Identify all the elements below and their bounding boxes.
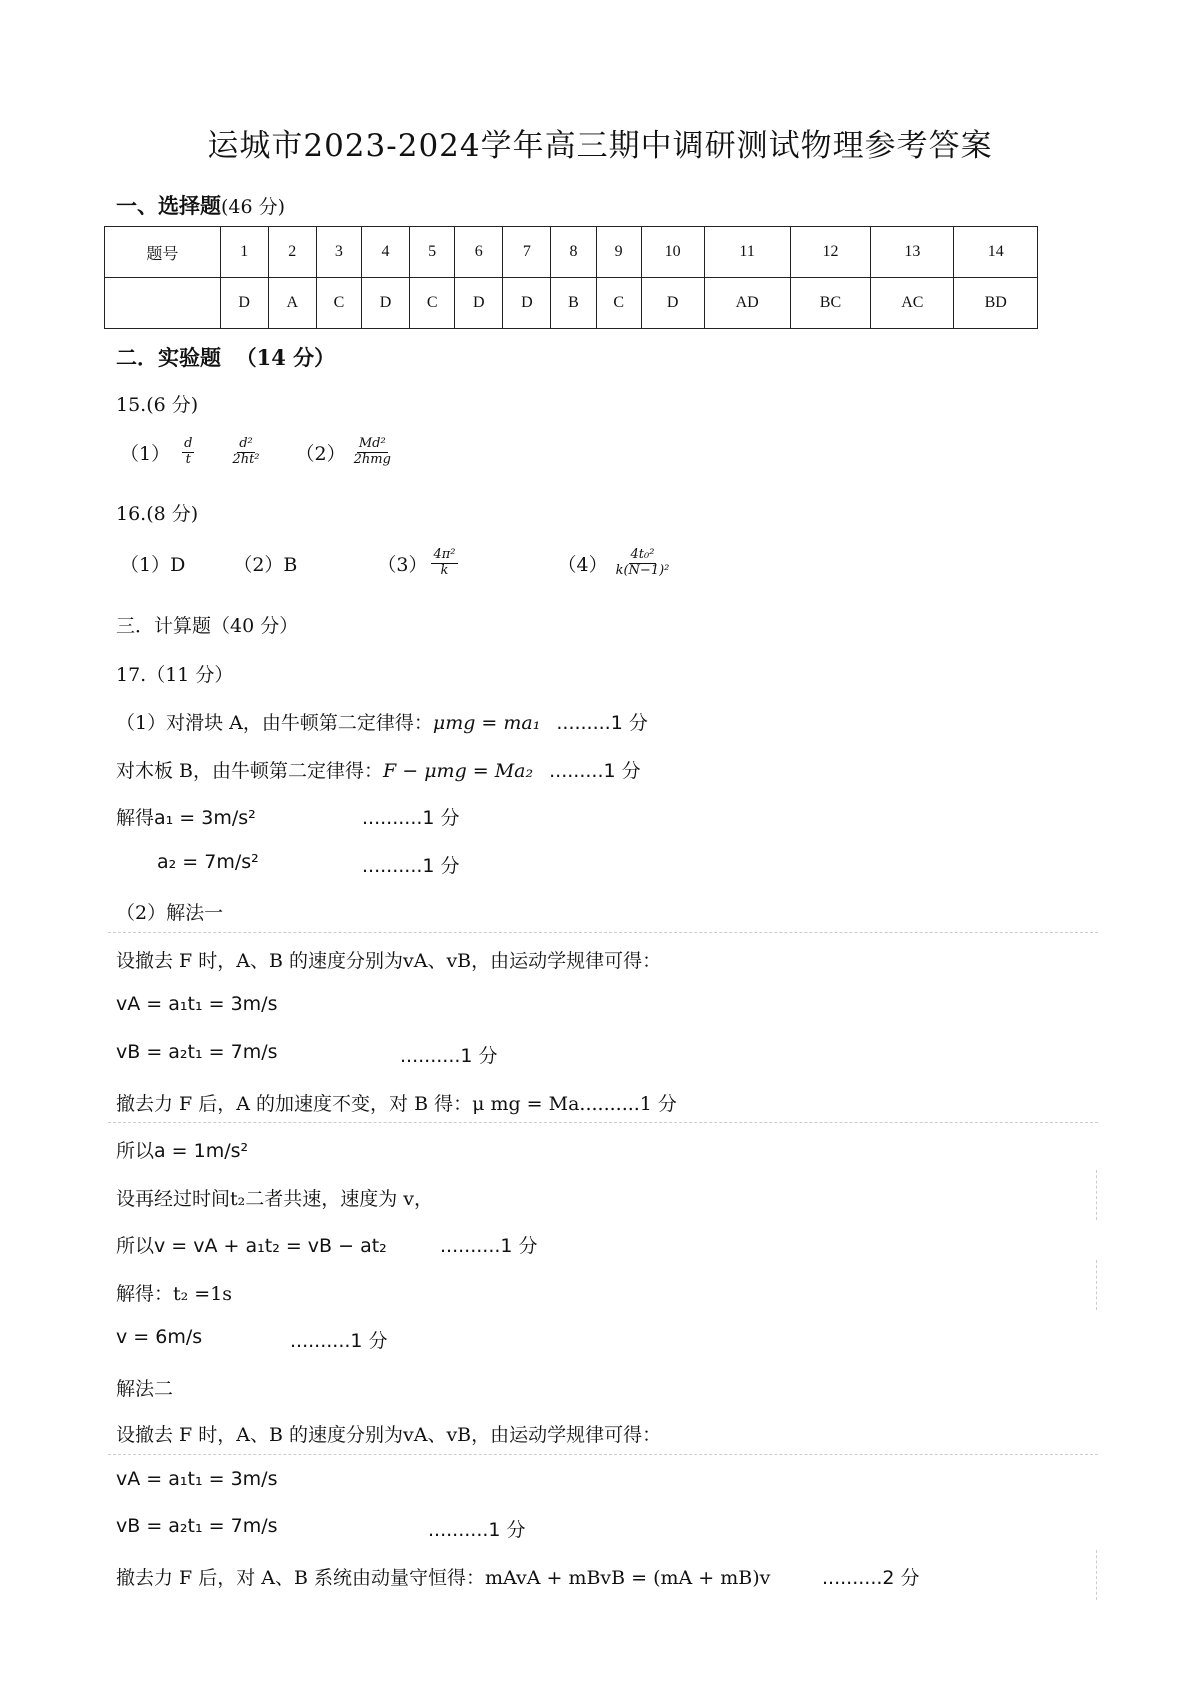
- q17-line-3: 解得a₁ = 3m/s²: [116, 807, 256, 829]
- question-number-cell: 4: [362, 227, 410, 278]
- answer-part-2: （2）B: [233, 553, 298, 576]
- question-number-cell: 11: [704, 227, 790, 278]
- answer-cell: B: [551, 278, 596, 329]
- m2-line-2: vA = a₁t₁ = 3m/s: [116, 1468, 278, 1490]
- answer-cell: D: [362, 278, 410, 329]
- method-2-heading: 解法二: [116, 1378, 174, 1400]
- answer-cell: D: [641, 278, 704, 329]
- q15-answers: [120, 437, 393, 468]
- numerator: 4t₀²: [630, 547, 655, 562]
- denominator: 2hmg: [353, 451, 391, 467]
- score: .........1 分: [549, 760, 641, 782]
- q15-label: 15.(6 分): [116, 394, 199, 416]
- m1-line-9: v = 6m/s: [116, 1326, 203, 1348]
- question-number-cell: 13: [871, 227, 954, 278]
- fraction-Md2-over-2hmg: [352, 437, 393, 468]
- section-title: 二．实验题: [116, 345, 221, 370]
- question-number-cell: 9: [596, 227, 641, 278]
- question-number-cell: 1: [220, 227, 268, 278]
- answer-cell: C: [410, 278, 455, 329]
- fraction-4pi2-over-k: [431, 548, 457, 579]
- q17-line-4: a₂ = 7m/s²: [157, 851, 259, 873]
- line-text: 对木板 B，由牛顿第二定律得：: [116, 760, 384, 782]
- section-heading-choice: [116, 190, 285, 220]
- line-text: （1）对滑块 A，由牛顿第二定律得：: [116, 712, 433, 734]
- answer-cell: AC: [871, 278, 954, 329]
- denominator: k: [440, 562, 449, 578]
- answer-cell: BD: [954, 278, 1038, 329]
- question-number-cell: 10: [641, 227, 704, 278]
- section-points: （14 分）: [235, 345, 336, 370]
- equation: F − μmg = Ma₂: [383, 760, 534, 782]
- m2-line-4: 撤去力 F 后，对 A、B 系统由动量守恒得：mAvA + mBvB = (mA + mB)v: [116, 1567, 771, 1589]
- numerator: d²: [239, 436, 253, 451]
- table-header-label: 题号: [105, 227, 221, 278]
- m1-line-4: 撤去力 F 后，A 的加速度不变，对 B 得：μ mg = Ma..........1 分: [116, 1093, 677, 1115]
- m1-line-8: 解得：t₂ =1s: [116, 1283, 233, 1305]
- fraction-d2-over-2ht2: [230, 437, 261, 468]
- m2-line-3-score: ..........1 分: [428, 1519, 526, 1541]
- m1-line-3: vB = a₂t₁ = 7m/s: [116, 1041, 278, 1063]
- answer-cell: BC: [790, 278, 870, 329]
- question-number-cell: 14: [954, 227, 1038, 278]
- m1-line-3-score: ..........1 分: [400, 1045, 498, 1067]
- q17-label: 17.（11 分）: [116, 664, 234, 686]
- m1-line-5: 所以a = 1m/s²: [116, 1140, 249, 1162]
- question-number-cell: 2: [268, 227, 316, 278]
- m1-line-2: vA = a₁t₁ = 3m/s: [116, 993, 278, 1015]
- q16-label: 16.(8 分): [116, 503, 199, 525]
- numerator: d: [184, 436, 193, 451]
- section-title: 三．计算题: [116, 615, 212, 637]
- section-points: （40 分）: [211, 615, 299, 637]
- m2-line-4-score: ..........2 分: [822, 1567, 920, 1589]
- divider: [1096, 1170, 1097, 1220]
- q17-line-2: [116, 756, 641, 783]
- divider: [1096, 1550, 1097, 1600]
- denominator: t: [185, 451, 191, 467]
- question-number-cell: 3: [316, 227, 361, 278]
- question-number-cell: 8: [551, 227, 596, 278]
- part-label: （4）: [557, 553, 608, 576]
- numerator: Md²: [358, 436, 386, 451]
- q17-line-4-score: ..........1 分: [362, 855, 460, 877]
- m2-line-3: vB = a₂t₁ = 7m/s: [116, 1515, 278, 1537]
- denominator: 2ht²: [232, 451, 260, 467]
- q17-line-3-score: ..........1 分: [362, 807, 460, 829]
- page-title: 运城市2023-2024学年高三期中调研测试物理参考答案: [207, 128, 993, 164]
- table-row-numbers: [105, 227, 1038, 278]
- method-1-heading: （2）解法一: [116, 902, 224, 924]
- question-number-cell: 12: [790, 227, 870, 278]
- answer-table: [104, 226, 1038, 329]
- question-number-cell: 7: [503, 227, 551, 278]
- m1-line-1: 设撤去 F 时，A、B 的速度分别为vA、vB，由运动学规律可得：: [116, 950, 662, 972]
- section-heading-calc: [116, 611, 298, 638]
- m1-line-7: 所以v = vA + a₁t₂ = vB − at₂: [116, 1235, 387, 1257]
- fraction-d-over-t: [182, 437, 194, 468]
- q17-line-1: [116, 708, 648, 735]
- answer-cell: A: [268, 278, 316, 329]
- part-label: （3）: [377, 553, 428, 576]
- section-points: (46 分): [221, 196, 286, 218]
- divider: [108, 1122, 1098, 1123]
- part-label: （2）: [295, 442, 346, 465]
- m1-line-6: 设再经过时间t₂二者共速，速度为 v，: [116, 1188, 434, 1210]
- table-row-answers: [105, 278, 1038, 329]
- question-number-cell: 6: [455, 227, 503, 278]
- numerator: 4π²: [433, 547, 456, 562]
- table-cell-blank: [105, 278, 221, 329]
- section-title: 一、选择题: [116, 193, 221, 218]
- answer-cell: D: [220, 278, 268, 329]
- divider: [108, 932, 1098, 933]
- divider: [1096, 1260, 1097, 1310]
- q16-answers: [120, 548, 671, 579]
- answer-cell: C: [596, 278, 641, 329]
- equation: μmg = ma₁: [432, 712, 541, 734]
- fraction-4t02-over-kN12: [614, 548, 672, 579]
- answer-cell: AD: [704, 278, 790, 329]
- section-heading-experiment: [116, 342, 335, 372]
- answer-cell: D: [455, 278, 503, 329]
- m1-line-9-score: ..........1 分: [290, 1330, 388, 1352]
- answer-cell: C: [316, 278, 361, 329]
- answer-cell: D: [503, 278, 551, 329]
- m1-line-7-score: ..........1 分: [440, 1235, 538, 1257]
- part-label: （1）: [120, 442, 171, 465]
- denominator: k(N−1)²: [615, 562, 670, 578]
- question-number-cell: 5: [410, 227, 455, 278]
- answer-part-1: （1）D: [120, 553, 186, 576]
- score: .........1 分: [556, 712, 648, 734]
- m2-line-1: 设撤去 F 时，A、B 的速度分别为vA、vB，由运动学规律可得：: [116, 1424, 662, 1446]
- divider: [108, 1454, 1098, 1455]
